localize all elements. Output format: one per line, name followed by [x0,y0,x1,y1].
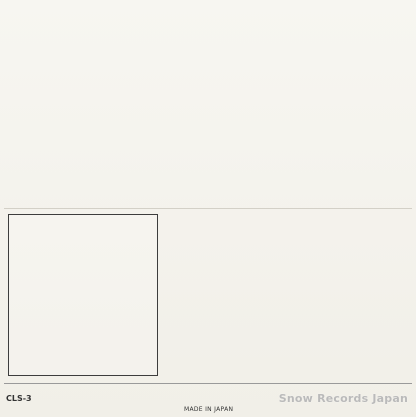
made-in-japan: MADE IN JAPAN [184,406,234,413]
title-block [360,10,402,190]
fold-line [4,208,412,209]
notes-box [8,214,158,376]
catalog-code: CLS-3 [6,394,32,403]
watermark: Snow Records Japan [278,392,408,405]
notes-box-text [15,221,151,369]
side-one-text [18,18,238,188]
side-two-text [172,214,402,376]
side-one-marker [250,18,264,188]
